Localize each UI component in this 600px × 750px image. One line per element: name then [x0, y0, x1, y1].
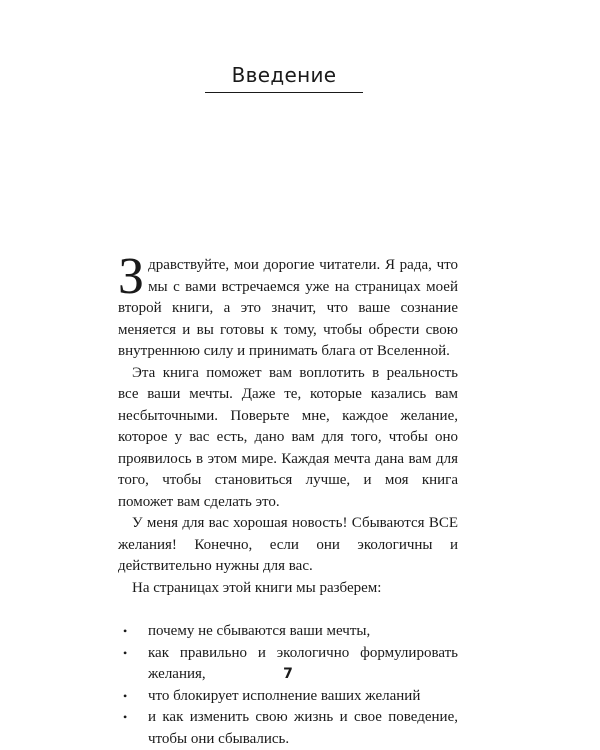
bullet-icon: • — [123, 624, 128, 638]
page-number: 7 — [283, 666, 293, 682]
list-item: • почему не сбываются ваши мечты, — [118, 621, 458, 643]
paragraph-1: Эта книга поможет вам воплотить в реальность все ваши мечты. Даже те, которые казались вам несбыточными. Поверьте мне, каждое желание, которое у вас есть, дано вам для того, чтобы оно проявилось в этом мире. Каждая мечта дана вам для того, чтобы становиться лучше, и моя книга поможет вам сделать это. — [118, 364, 458, 510]
list-item: • что блокирует исполнение ваших желаний — [118, 686, 458, 708]
topic-list — [118, 621, 458, 750]
list-item: • и как изменить свою жизнь и свое поведение, чтобы они сбывались. — [123, 709, 458, 747]
bullet-icon: • — [123, 710, 128, 724]
bullet-icon: • — [123, 645, 128, 660]
paragraph-2: У меня для вас хорошая новость! Сбываются ВСЕ желания! Конечно, если они экологичны и действительно нужны для вас. — [118, 515, 458, 574]
list-item: • как правильно и экологично формулировать желания, — [123, 644, 458, 682]
title-underline — [205, 92, 363, 93]
bullet-icon: • — [123, 688, 128, 703]
intro-text: дравствуйте, мои дорогие читатели. Я рада, что мы с вами встречаемся уже на страницах моей второй книги, а это значит, что ваше сознание меняется и вы готовы к тому, чтобы обрести свою внутреннюю силу и принимать блага от Вселенной. — [118, 257, 458, 359]
intro-paragraph — [118, 248, 458, 363]
drop-cap: З — [118, 248, 145, 305]
chapter-title: Введение — [231, 63, 337, 87]
paragraph-3: На страницах этой книги мы разберем: — [132, 579, 382, 596]
